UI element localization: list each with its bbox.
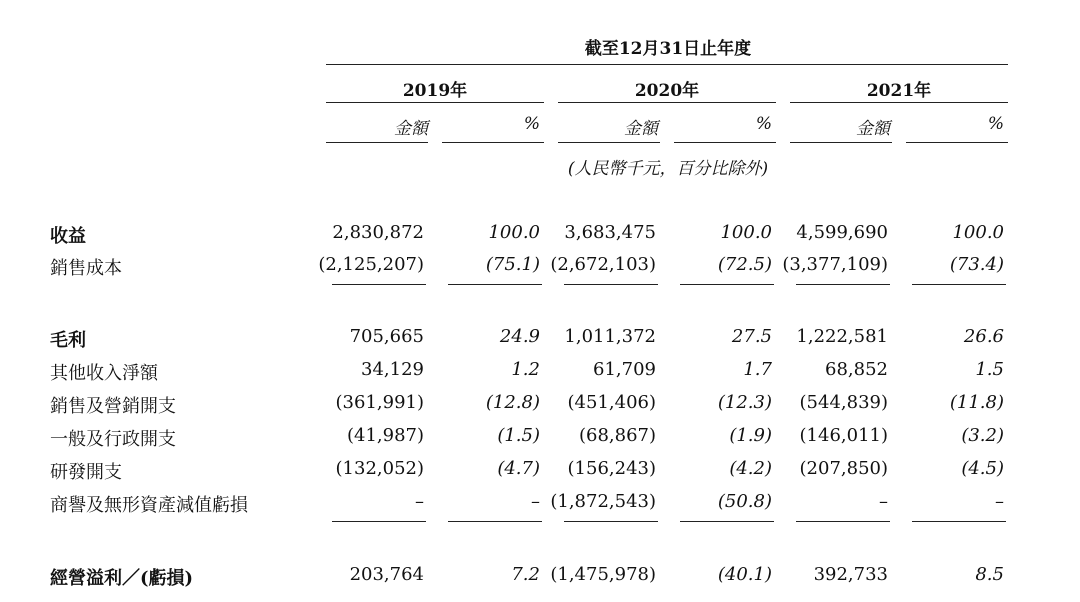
row-label: 銷售成本 (50, 258, 122, 279)
percent-cell: (4.2) (729, 458, 772, 479)
percent-cell: (12.3) (717, 392, 772, 413)
amount-cell: 1,222,581 (796, 326, 888, 347)
year-2019-rule (326, 102, 544, 103)
percent-cell: 8.5 (975, 564, 1004, 585)
subhdr-rule-1 (326, 142, 428, 143)
percent-cell: 100.0 (488, 222, 540, 243)
subtotal-underline (912, 521, 1006, 522)
subhdr-rule-3 (558, 142, 660, 143)
percent-cell: (3.2) (961, 425, 1004, 446)
percent-cell: (72.5) (717, 254, 772, 275)
percent-cell: 7.2 (511, 564, 540, 585)
year-2020-rule (558, 102, 776, 103)
row-label: 一般及行政開支 (50, 429, 176, 450)
row-label: 銷售及營銷開支 (50, 396, 176, 417)
period-title: 截至12月31日止年度 (584, 39, 752, 59)
col-2020-amount: 金額 (624, 119, 658, 139)
percent-cell: (1.5) (497, 425, 540, 446)
year-2020-header: 2020年 (634, 81, 700, 101)
amount-cell: (41,987) (346, 425, 424, 446)
percent-cell: (73.4) (949, 254, 1004, 275)
amount-cell: 68,852 (825, 359, 888, 380)
subtotal-underline (564, 284, 658, 285)
amount-cell: (132,052) (335, 458, 424, 479)
amount-cell: – (879, 491, 888, 512)
row-label: 其他收入淨額 (50, 363, 158, 384)
percent-cell: 1.7 (743, 359, 772, 380)
percent-cell: 1.2 (511, 359, 540, 380)
subtotal-underline (796, 521, 890, 522)
row-label: 經營溢利／(虧損) (50, 568, 194, 589)
subtotal-underline (564, 521, 658, 522)
percent-cell: – (531, 491, 540, 512)
amount-cell: (3,377,109) (782, 254, 888, 275)
subtotal-underline (332, 521, 426, 522)
amount-cell: (156,243) (567, 458, 656, 479)
subtotal-underline (912, 284, 1006, 285)
amount-cell: 705,665 (349, 326, 424, 347)
amount-cell: 3,683,475 (564, 222, 656, 243)
amount-cell: 2,830,872 (332, 222, 424, 243)
percent-cell: (11.8) (949, 392, 1004, 413)
percent-cell: (4.5) (961, 458, 1004, 479)
amount-cell: 4,599,690 (796, 222, 888, 243)
amount-cell: 392,733 (813, 564, 888, 585)
amount-cell: (68,867) (578, 425, 656, 446)
percent-cell: 26.6 (963, 326, 1004, 347)
percent-cell: (75.1) (485, 254, 540, 275)
percent-cell: 24.9 (499, 326, 540, 347)
subtotal-underline (448, 284, 542, 285)
amount-cell: (451,406) (567, 392, 656, 413)
subtotal-underline (680, 284, 774, 285)
row-label: 研發開支 (50, 462, 122, 483)
percent-cell: (1.9) (729, 425, 772, 446)
subtotal-underline (448, 521, 542, 522)
percent-cell: (12.8) (485, 392, 540, 413)
col-2019-amount: 金額 (394, 119, 428, 139)
amount-cell: (1,872,543) (550, 491, 656, 512)
amount-cell: (544,839) (799, 392, 888, 413)
period-rule (326, 64, 1008, 65)
row-label: 商譽及無形資產減值虧損 (50, 495, 248, 516)
subtotal-underline (680, 521, 774, 522)
subhdr-rule-5 (790, 142, 892, 143)
amount-cell: – (415, 491, 424, 512)
amount-cell: 34,129 (361, 359, 424, 380)
amount-cell: (2,672,103) (550, 254, 656, 275)
percent-cell: (4.7) (497, 458, 540, 479)
col-2021-amount: 金額 (856, 119, 890, 139)
year-2021-header: 2021年 (866, 81, 932, 101)
row-label: 收益 (50, 226, 86, 247)
col-2021-pct: % (987, 114, 1004, 134)
amount-cell: (2,125,207) (318, 254, 424, 275)
percent-cell: 100.0 (720, 222, 772, 243)
percent-cell: – (995, 491, 1004, 512)
col-2020-pct: % (755, 114, 772, 134)
col-2019-pct: % (523, 114, 540, 134)
percent-cell: 27.5 (731, 326, 772, 347)
percent-cell: 1.5 (975, 359, 1004, 380)
percent-cell: (50.8) (717, 491, 772, 512)
amount-cell: 203,764 (349, 564, 424, 585)
subhdr-rule-2 (442, 142, 544, 143)
amount-cell: 1,011,372 (564, 326, 656, 347)
row-label: 毛利 (50, 330, 86, 351)
year-2019-header: 2019年 (402, 81, 468, 101)
amount-cell: (207,850) (799, 458, 888, 479)
percent-cell: (40.1) (717, 564, 772, 585)
subtotal-underline (796, 284, 890, 285)
unit-note: (人民幣千元，百分比除外) (567, 159, 769, 179)
amount-cell: 61,709 (593, 359, 656, 380)
year-2021-rule (790, 102, 1008, 103)
amount-cell: (146,011) (799, 425, 888, 446)
amount-cell: (1,475,978) (550, 564, 656, 585)
percent-cell: 100.0 (952, 222, 1004, 243)
subhdr-rule-4 (674, 142, 776, 143)
amount-cell: (361,991) (335, 392, 424, 413)
subtotal-underline (332, 284, 426, 285)
subhdr-rule-6 (906, 142, 1008, 143)
